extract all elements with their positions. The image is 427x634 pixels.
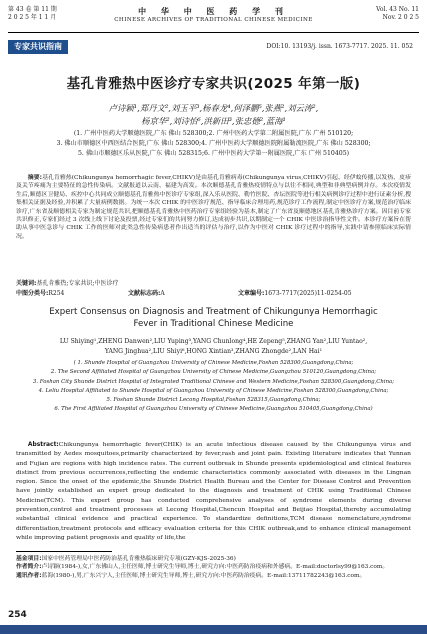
article-title-cn: 基孔肯雅热中医诊疗专家共识(2025 年第一版): [66, 76, 361, 92]
authors-cn-line: 卢诗颖¹,郑丹文²,刘玉平³,杨春龙⁴,何泽鹏⁵,张燕²,刘云涛²,: [108, 103, 319, 113]
affiliations-cn: [16, 129, 411, 158]
article-number: [238, 290, 352, 298]
document-code-value: A: [160, 290, 165, 297]
keywords-cn-label: 关键词:: [16, 280, 37, 287]
header-rule: [8, 32, 419, 33]
affiliation-cn-line: (1. 广州中医药大学顺德医院,广东 佛山 528300;2. 广州中医药大学第二附属医院,广东 广州 510120;: [73, 130, 354, 137]
funding-note: [16, 555, 411, 563]
authors-cn: [34, 102, 393, 128]
affiliation-en-line: ( 1. Shunde Hospital of Guangzhou University of Chinese Medicine,Foshan 528300,Guangdong,China;: [73, 360, 354, 366]
article-number-label: 文章编号:: [238, 290, 265, 297]
column-tag: 专家共识指南: [8, 40, 68, 54]
page-number: 254: [8, 610, 27, 620]
abstract-cn-label: 摘要:: [27, 175, 43, 181]
affiliation-en-line: 4. Leliu Hospital Affiliated to Shunde Hospital of Guangzhou University of Chinese Medicine,Foshan 528300,Guangdong,China;: [38, 387, 389, 394]
authors-cn-line: 杨京华²,刘诗怡⁶,洪新田³,张忠德²,蓝海¹: [141, 116, 286, 126]
footnotes: [16, 555, 411, 580]
corresponding-author-label: 通讯作者:: [16, 572, 42, 579]
title-en-line: Expert Consensus on Diagnosis and Treatment of Chikungunya Hemorrhagic: [49, 307, 378, 317]
document-code-label: 文献标志码:: [128, 290, 161, 297]
date-cn: 2 0 2 5 年 1 1 月: [8, 14, 57, 21]
volume-issue-en: Vol. 43 No. 11: [376, 6, 419, 13]
title-en-line: Fever in Traditional Chinese Medicine: [133, 319, 294, 329]
authors-en-line: LU Shiying¹,ZHENG Danwen²,LIU Yuping³,YANG Chunlong⁴,HE Zepeng⁵,ZHANG Yan²,LIU Yuntao²,: [59, 338, 368, 345]
abstract-cn-text: 基孔肯雅热(Chikungunya hemorrhagic fever,CHIKV)是由基孔肯雅病毒(Chikungunya virus,CHIKV)引起、经伊蚊传播,以发热、皮疹及关节疼痛为主要特征的急性传染病。文献报道以云南、福建为高发。本次顺德基孔肯雅热疫情特点与以往不相同,典型和非典型病例并存。本次疫情发生后,顺德区卫健局、疾控中心共同成立顺德基孔肯雅热中医诊疗专家组,深入乐从医院、勒竹医院、杏坛医院等进行相关病例诊疗过程中进行证素分析,搜集相关证据及经验,并积累了大量病例数据。为统一本次 CHIK 的中医诊疗规范、指导临床合理用药,规范诊疗工作流程,制定中医诊疗方案,规范治疗临床诊疗,广东省及顺德相关专家为制定规范共识,把顺德基孔肯雅热中医药治疗专家组经验为基本,制定了广东省及顺德地区基孔肯雅热诊疗方案。因目前专家共识修正,专家们经过 3 次线上线下讨论及投票,经过专家们的共同努力修订,达成初步共识,以期制定一个 CHIK 中医诊治指导性文件。本诊疗方案旨在帮助从事中医急诊与 CHIK 工作的医师对此类急性传染病患者作出适当的评估与治疗,以作为中医对 CHIK 诊疗过程中的指导,实践中请参照临床实际情况。: [16, 175, 412, 240]
affiliation-en-line: 5. Foshan Shunde District Lecong Hospital,Foshan 528315,Guangdong,China;: [106, 397, 321, 404]
authors-en: [22, 337, 405, 357]
abstract-cn: [16, 174, 411, 241]
keywords-cn: [16, 280, 411, 288]
abstract-en-label: Abstract:: [27, 441, 59, 448]
abstract-en: [16, 440, 411, 542]
clc-number: [16, 290, 64, 298]
journal-header: [8, 6, 419, 30]
first-author-note: [16, 563, 411, 571]
journal-name-en: CHINESE ARCHIVES OF TRADITIONAL CHINESE MEDICINE: [114, 17, 313, 23]
abstract-en-text: Chikungunya hemorrhagic fever(CHIK) is an acute infectious disease caused by the Chikungunya virus and transmitted by Aedes mosquitoes,primarily characterized by fever,rash and joint pain. Existing literature indicates that Yunnan and Fujian are regions with high incidence rates. The current outbreak in Shunde presents epidemiological and clinical features distinct from previous occurrences,reflecting the endemic characteristics commonly associated with diseases in the Lingnan region. Since the onset of the epidemic,the Shunde District Health Bureau and the Center for Disease Control and Prevention have jointly established an expert group dedicated to the diagnosis and treatment of CHIK using Traditional Chinese Medicine(TCM). This expert group has conducted comprehensive analyses of syndrome elements during diverse prevention,control and treatment processes at Lecong Hospital,Chencun Hospital and Beijiao Hospital,thereby accumulating substantial clinical evidence and practical experience. To standardize definitions,TCM disease nomenclature,syndrome differentiation,treatment protocols and efficacy evaluation criteria for this CHIK outbreak,and to enhance clinical management while improving patient prognosis and quality of life,the: [16, 441, 411, 541]
header-right: [376, 6, 419, 22]
keywords-cn-text: 基孔肯雅热;专家共识;中医诊疗: [36, 280, 119, 287]
article-number-value: 1673-7717(2025)11-0254-05: [264, 290, 352, 297]
header-left: [8, 6, 57, 22]
authors-en-line: YANG Jinghua²,LIU Shiyi⁶,HONG Xintian³,ZHANG Zhongde²,LAN Hai¹: [104, 348, 323, 355]
bottom-color-band: [0, 625, 427, 634]
corresponding-author-text: 蓝海(1980-),男,广东兴宁人,主任医师,博士研究生导师,博士,研究方向:中医药防治疫病。E-mail:13711782243@163.com。: [41, 572, 366, 579]
first-author-text: 卢诗颖(1984-),女,广东佛山人,主任医师,博士研究生导师,博士,研究方向:中医药防治疫病和外感病。E-mail:doctorlsy99@163.com。: [41, 564, 389, 571]
clc-value: R254: [48, 290, 65, 297]
article-title-en: [40, 306, 387, 330]
volume-issue-cn: 第 43 卷 第 11 期: [8, 6, 57, 13]
clc-label: 中图分类号:: [16, 290, 49, 297]
funding-label: 基金项目:: [16, 556, 42, 562]
affiliation-en-line: 3. Foshan City Shunde District Hospital of Integrated Traditional Chinese and Western Medicine,Foshan 528300,Guangdong,China;: [32, 378, 395, 385]
affiliation-cn-line: 3. 佛山市顺德区中西医结合医院,广东 佛山 528300;4. 广州中医药大学顺德医院附属勒流医院,广东 佛山 528300;: [56, 139, 371, 147]
first-author-label: 作者简介:: [16, 564, 42, 571]
footnote-rule: [16, 551, 112, 552]
document-code: [128, 290, 165, 298]
header-center: [68, 6, 359, 24]
affiliation-en-line: 6. The First Affiliated Hospital of Guangzhou University of Chinese Medicine,Guangzhou 510405,Guangdong,China): [54, 406, 373, 413]
affiliation-en-line: 2. The Second Affiliated Hospital of Guangzhou University of Chinese Medicine,Guangzhou 510120,Guangdong,China;: [50, 369, 377, 376]
funding-text: 国家中医药管理局中医药防治基孔肯雅热临床研究专项(GZY-KJS-2025-36): [41, 556, 236, 562]
journal-name-cn: 中 华 中 医 药 学 刊: [138, 6, 289, 16]
doi: DOI:10. 13193/j. issn. 1673-7717. 2025. 11. 052: [266, 43, 413, 50]
corresponding-author-note: [16, 572, 411, 580]
affiliations-en: [14, 359, 413, 415]
affiliation-cn-line: 5. 佛山市顺德区乐从医院,广东 佛山 528315;6. 广州中医药大学第一附属医院,广东 广州 510405): [77, 149, 350, 157]
date-en: Nov. 2 0 2 5: [382, 14, 419, 21]
